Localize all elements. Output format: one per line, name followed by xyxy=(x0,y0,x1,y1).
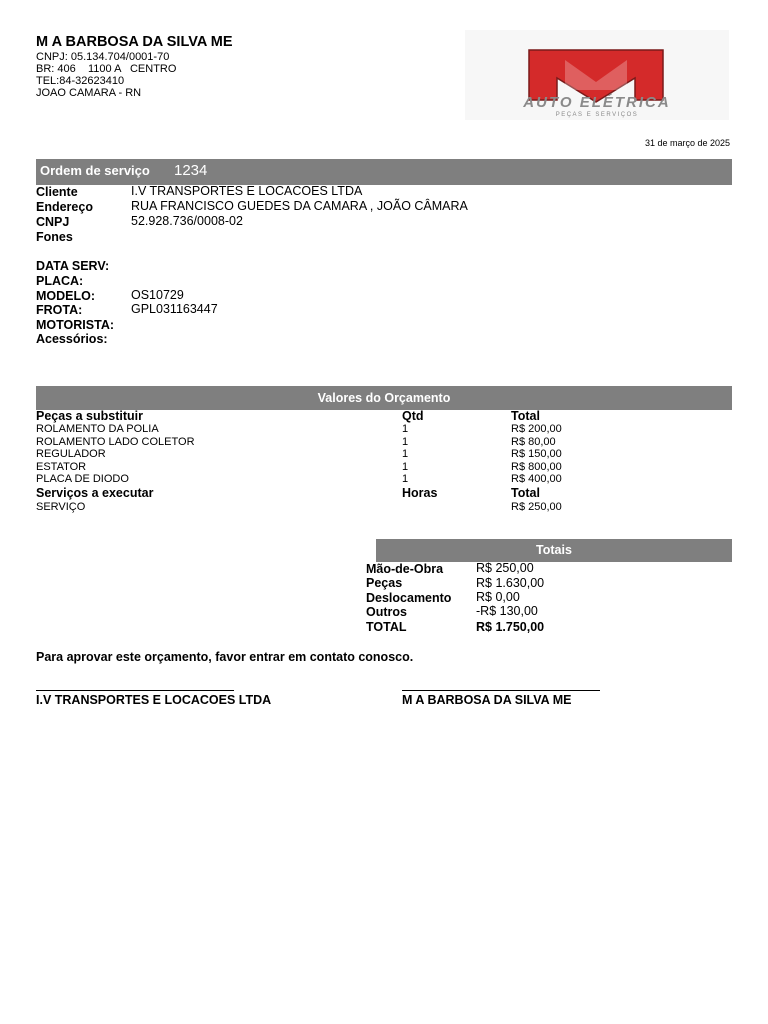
part-qty: 1 xyxy=(402,436,409,448)
totals-value: R$ 1.630,00 xyxy=(476,576,545,590)
part-qty: 1 xyxy=(402,448,409,460)
order-header-bar xyxy=(36,159,732,185)
part-qty: 1 xyxy=(402,473,409,485)
order-label: Ordem de serviço xyxy=(40,163,150,178)
part-total: R$ 800,00 xyxy=(511,461,562,473)
phones-label: Fones xyxy=(36,230,73,244)
part-name: ROLAMENTO DA POLIA xyxy=(36,423,159,435)
budget-values-bar: Valores do Orçamento xyxy=(36,386,732,410)
part-total: R$ 80,00 xyxy=(511,436,556,448)
cnpj-label: CNPJ xyxy=(36,215,70,229)
service-date-label: DATA SERV: xyxy=(36,259,110,273)
fleet-value: GPL031163447 xyxy=(131,302,218,316)
totals-label: Deslocamento xyxy=(366,591,452,605)
company-signature-line xyxy=(402,690,600,691)
part-total: R$ 150,00 xyxy=(511,448,562,460)
company-name: M A BARBOSA DA SILVA ME xyxy=(36,34,233,50)
logo-brand: AUTO ELÉTRICA xyxy=(523,94,671,111)
service-name: SERVIÇO xyxy=(36,501,86,513)
part-name: REGULADOR xyxy=(36,448,106,460)
plate-label: PLACA: xyxy=(36,274,84,288)
client-signature-line xyxy=(36,690,234,691)
company-city: JOAO CAMARA - RN xyxy=(36,87,142,99)
company-cnpj: CNPJ: 05.134.704/0001-70 xyxy=(36,51,170,63)
company-address: BR: 406 1100 A CENTRO xyxy=(36,63,177,75)
totals-label: Outros xyxy=(366,605,407,619)
fleet-label: FROTA: xyxy=(36,303,83,317)
grand-total-value: R$ 1.750,00 xyxy=(476,620,545,634)
parts-header-item: Peças a substituir xyxy=(36,409,143,423)
client-cnpj: 52.928.736/0008-02 xyxy=(131,214,243,228)
approval-note: Para aprovar este orçamento, favor entrar em contato conosco. xyxy=(36,650,414,664)
parts-header-total: Total xyxy=(511,409,540,423)
services-header-total: Total xyxy=(511,486,540,500)
driver-label: MOTORISTA: xyxy=(36,318,115,332)
order-number: 1234 xyxy=(174,162,208,179)
services-header-item: Serviços a executar xyxy=(36,486,154,500)
part-qty: 1 xyxy=(402,423,409,435)
totals-value: -R$ 130,00 xyxy=(476,604,538,618)
part-qty: 1 xyxy=(402,461,409,473)
totals-label: Mão-de-Obra xyxy=(366,562,444,576)
service-total: R$ 250,00 xyxy=(511,501,562,513)
totals-bar: Totais xyxy=(376,539,732,562)
totals-label: Peças xyxy=(366,576,403,590)
grand-total-label: TOTAL xyxy=(366,620,407,634)
part-name: ESTATOR xyxy=(36,461,87,473)
client-address: RUA FRANCISCO GUEDES DA CAMARA , JOÃO CÂMARA xyxy=(131,199,468,213)
client-signature-name: I.V TRANSPORTES E LOCACOES LTDA xyxy=(36,693,272,707)
part-name: ROLAMENTO LADO COLETOR xyxy=(36,436,195,448)
client-label: Cliente xyxy=(36,185,78,199)
part-total: R$ 400,00 xyxy=(511,473,562,485)
part-total: R$ 200,00 xyxy=(511,423,562,435)
totals-value: R$ 0,00 xyxy=(476,590,520,604)
client-name: I.V TRANSPORTES E LOCACOES LTDA xyxy=(131,184,363,198)
services-header-hours: Horas xyxy=(402,486,438,500)
address-label: Endereço xyxy=(36,200,93,214)
logo-tagline: PEÇAS E SERVIÇOS xyxy=(555,112,639,118)
company-phone: TEL:84-32623410 xyxy=(36,75,125,87)
model-label: MODELO: xyxy=(36,289,96,303)
document-date: 31 de março de 2025 xyxy=(644,138,730,148)
parts-header-qty: Qtd xyxy=(402,409,424,423)
auto-eletrica-logo-icon xyxy=(465,30,729,120)
part-name: PLACA DE DIODO xyxy=(36,473,129,485)
company-logo xyxy=(465,30,729,120)
model-value: OS10729 xyxy=(131,288,184,302)
company-signature-name: M A BARBOSA DA SILVA ME xyxy=(402,693,572,707)
accessories-label: Acessórios: xyxy=(36,332,108,346)
totals-value: R$ 250,00 xyxy=(476,561,534,575)
